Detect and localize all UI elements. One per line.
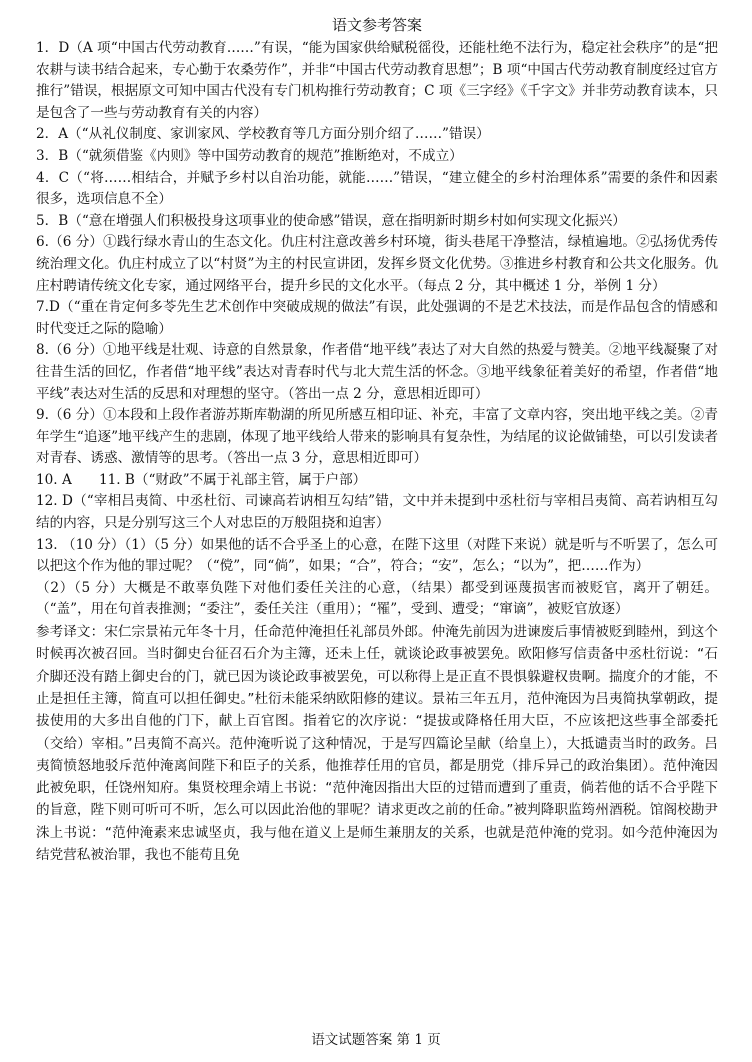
answer-item-3: 3．B（“就须借鉴《内则》等中国劳动教育的规范”推断绝对，不成立） bbox=[36, 147, 463, 164]
answer-item-7: 7.D（“重在肯定何多苓先生艺术创作中突破成规的做法”有误，此处强调的不是艺术技法，而是作品包含的情感和时代变迁之际的隐喻） bbox=[36, 299, 718, 337]
reference-translation: 参考译文：宋仁宗景祐元年冬十月，任命范仲淹担任礼部员外郎。仲淹先前因为进谏废后事情被贬到睦州，到这个时候再次被召回。当时御史台征召石介为主簿，还未上任，就谈论政事被罢免。欧阳修写信责备中丞杜衍说：“石介脚还没有踏上御史台的门，就已因为谈论政事被罢免，可以称得上是正直不畏惧躲避权贵啊。揣度介的才能，不止是担任主簿，简直可以担任御史。”杜衍未能采纳欧阳修的建议。景祐三年五月，范仲淹因为吕夷简执掌朝政，提拔使用的大多出自他的门下，献上百官图。指着它的次序说：“提拔或降格任用大臣，不应该把这些事全部委托（交给）宰相。”吕夷简不高兴。范仲淹听说了这种情况，于是写四篇论呈献（给皇上），大抵谴责当时的政务。吕夷简愤怒地驳斥范仲淹离间陛下和臣子的关系，他推荐任用的官员，都是朋党（排斥异己的政治集团）。范仲淹因此被免职，任饶州知府。集贤校理余靖上书说：“范仲淹因指出大臣的过错而遭到了重责，倘若他的话不合乎陛下的旨意，陛下则可听可不听，怎么可以因此治他的罪呢？请求更改之前的任命。”被判降职监筠州酒税。馆阁校勘尹洙上书说：“范仲淹素来忠诚坚贞，我与他在道义上是师生兼朋友的关系，也就是范仲淹的党羽。如今范仲淹因为结党营私被治罪，我也不能苟且免 bbox=[36, 624, 718, 863]
answer-item-5: 5．B（“意在增强人们积极投身这项事业的使命感”错误，意在指明新时期乡村如何实现文化振兴） bbox=[36, 212, 626, 229]
answer-item-13-1: 13. （10 分）（1）（5 分）如果他的话不合乎圣上的心意，在陛下这里（对陛下来说）就是听与不听罢了，怎么可以把这个作为他的罪过呢？（“傥”，同“倘”，如果；“合”，符合；“安”，怎么；“以为”，把……作为） bbox=[36, 536, 718, 575]
page-title: 语文参考答案 bbox=[331, 16, 422, 34]
answer-item-6: 6.（6 分）①践行绿水青山的生态文化。仇庄村注意改善乡村环境，街头巷尾干净整洁，绿植遍地。②弘扬优秀传统治理文化。仇庄村成立了以“村贤”为主的村民宣讲团，发挥乡贤文化优势。③推进乡村教育和公共文化服务。仇庄村聘请传统文化专家，通过网络平台，提升乡民的文化水平。（每点 2 分，其中概述 1 分，举例 1 分） bbox=[36, 234, 718, 294]
answer-page bbox=[36, 14, 718, 866]
answer-item-10-11: 10. A 11. B（“财政”不属于礼部主管，属于户部） bbox=[36, 471, 367, 488]
answer-item-9: 9.（6 分）①本段和上段作者游苏斯库勒湖的所见所感互相印证、补充，丰富了文章内容，突出地平线之美。②青年学生“追逐”地平线产生的悲剧，体现了地平线给人带来的影响具有复杂性，为结尾的议论做铺垫，可以引发读者对青春、诱惑、激情等的思考。（答出一点 3 分，意思相近即可） bbox=[36, 407, 718, 467]
answer-item-1: 1．D（A 项“中国古代劳动教育……”有误，“能为国家供给赋税徭役，还能杜绝不法行为，稳定社会秩序”的是“把农耕与读书结合起来，专心勤于农桑劳作”，并非“中国古代劳动教育思想”；B 项“中国古代劳动教育制度经过官方推行”错误，根据原文可知中国古代没有专门机构推行劳动教育；C 项《三字经》《千字文》并非劳动教育读本，只是包含了一些与劳动教育有关的内容） bbox=[36, 40, 718, 121]
answer-item-13-2: （2）（5 分）大概是不敢辜负陛下对他们委任关注的心意，（结果）都受到诬蔑损害而被贬官，离开了朝廷。（“盖”，用在句首表推测；“委注”，委任关注（重用）；“罹”，受到、遭受；“窜谪”，被贬官放逐） bbox=[36, 579, 718, 618]
page-footer: 语文试题答案 第 1 页 bbox=[311, 1032, 441, 1048]
answer-item-8: 8.（6 分）①地平线是壮观、诗意的自然景象，作者借“地平线”表达了对大自然的热爱与赞美。②地平线凝聚了对往昔生活的回忆，作者借“地平线”表达对青春时代与北大荒生活的怀念。③地平线象征着美好的希望，作者借“地平线”表达对生活的反思和对理想的坚守。（答出一点 2 分，意思相近即可） bbox=[36, 342, 718, 402]
answer-item-4: 4．C（“将……相结合，并赋予乡村以自治功能，就能……”错误，“建立健全的乡村治理体系”需要的条件和因素很多，选项信息不全） bbox=[36, 169, 718, 208]
answer-list bbox=[36, 38, 718, 621]
answer-item-12: 12. D（“宰相吕夷简、中丞杜衍、司谏高若讷相互勾结”错，文中并未提到中丞杜衍与宰相吕夷简、高若讷相互勾结的内容，只是分别写这三个人对忠臣的万般阻挠和迫害） bbox=[36, 493, 718, 532]
answer-item-2: 2．A（“从礼仪制度、家训家风、学校教育等几方面分别介绍了……”错误） bbox=[36, 126, 490, 143]
